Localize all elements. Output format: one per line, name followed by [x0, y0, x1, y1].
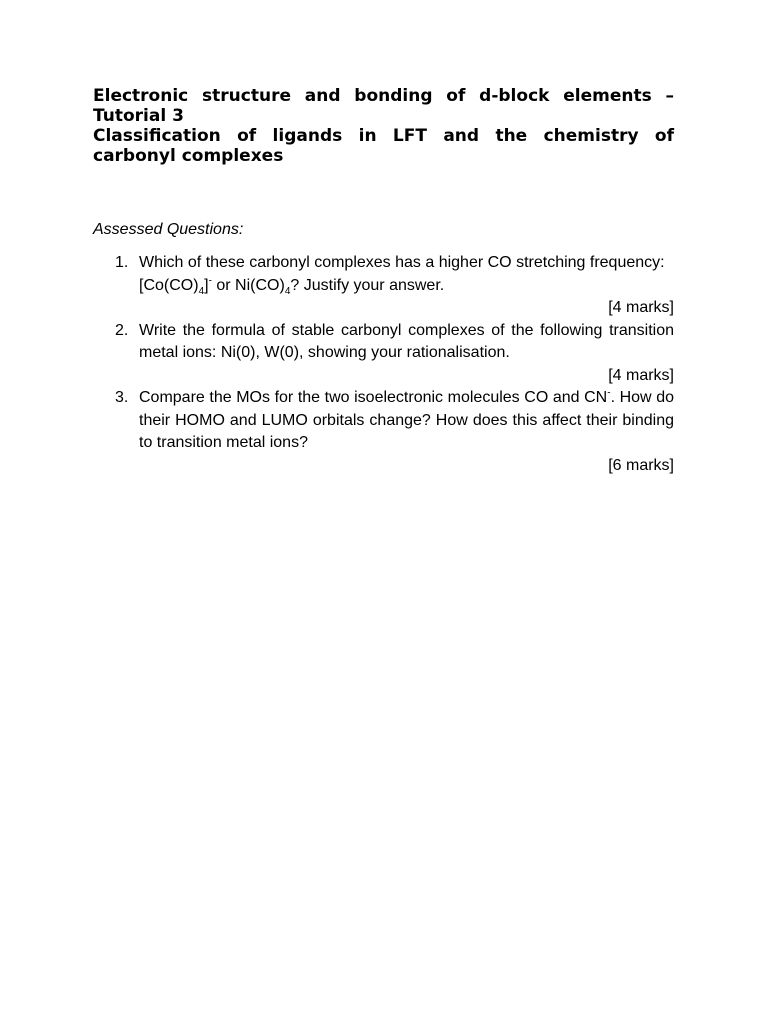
question-marks: [4 marks] [608, 366, 674, 384]
question-list [93, 252, 674, 477]
question-item [93, 320, 674, 388]
document-title: Electronic structure and bonding of d-block elements – Tutorial 3 [93, 86, 674, 126]
question-text: Compare the MOs for the two isoelectronic molecules CO and CN-. How do their HOMO and LUMO orbitals change? How does this affect their binding to transition metal ions? [139, 387, 674, 451]
question-text: Which of these carbonyl complexes has a higher CO stretching frequency: $[Co(CO)_4]^-$ or $Ni(CO)_4$? Justify your answer. [139, 254, 665, 297]
question-number: 3. [115, 389, 129, 406]
question-item [93, 387, 674, 477]
question-marks: [6 marks] [608, 456, 674, 474]
question-number: 2. [115, 321, 129, 339]
question-number: 1. [115, 254, 129, 271]
question-marks: [4 marks] [608, 299, 674, 316]
question-item [93, 252, 674, 320]
question-text: Write the formula of stable carbonyl complexes of the following transition metal ions: Ni(0), W(0), showing your rationalisation. [139, 321, 674, 361]
section-label: Assessed Questions: [93, 221, 244, 238]
document-page [93, 86, 674, 477]
document-subtitle: Classification of ligands in LFT and the chemistry of carbonyl complexes [93, 126, 674, 166]
